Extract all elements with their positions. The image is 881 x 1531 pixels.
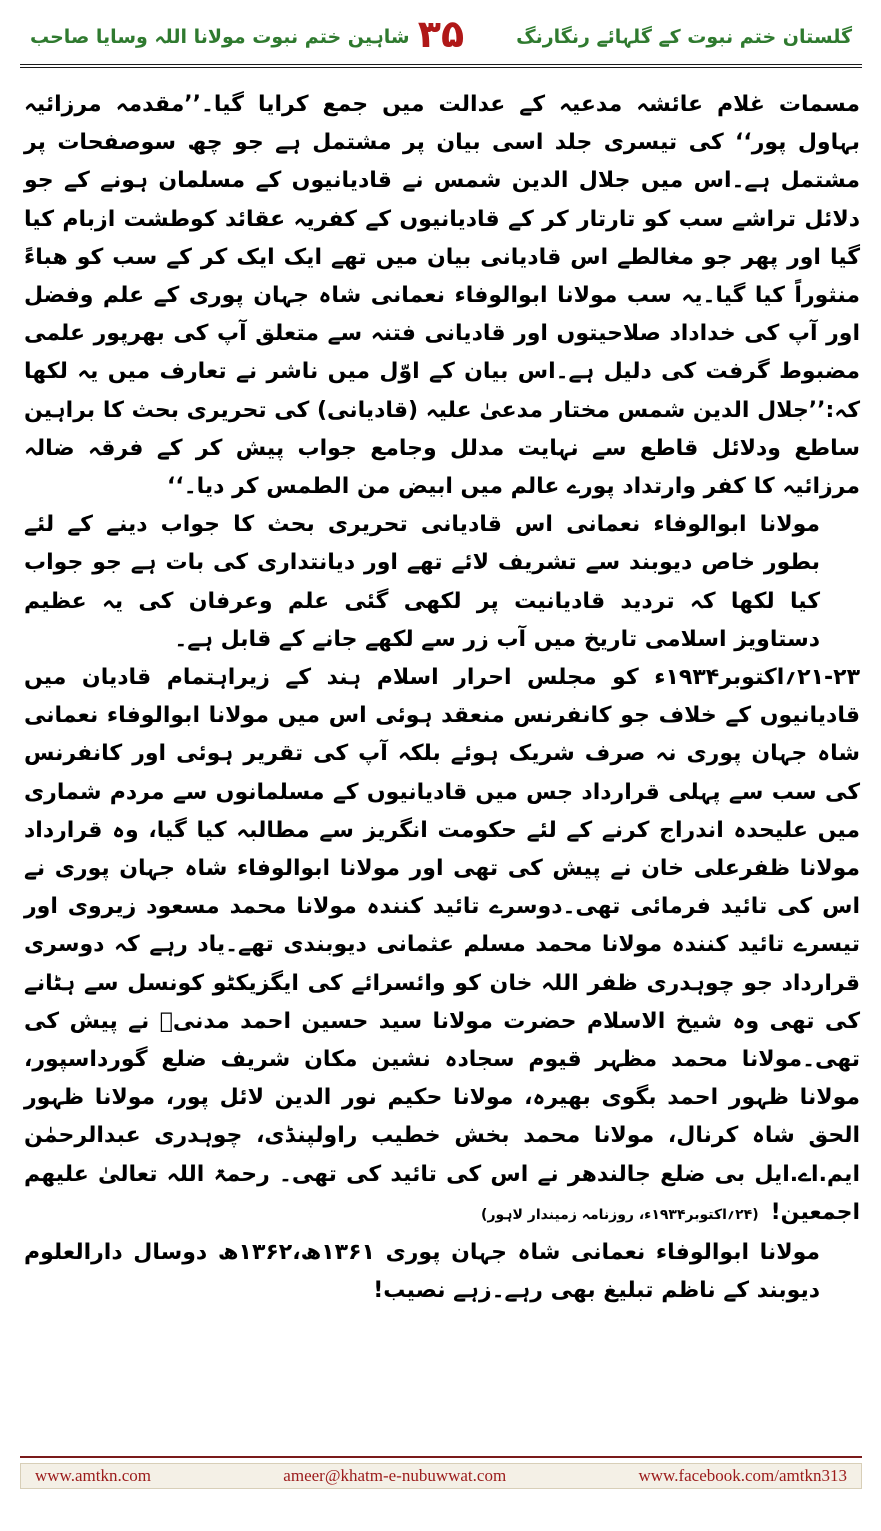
page-body [24,86,860,1311]
facebook-link[interactable]: www.facebook.com/amtkn313 [638,1466,847,1485]
book-title: گلستان ختم نبوت کے گلہائے رنگارنگ [516,26,852,48]
paragraph-3 [24,659,860,1234]
author-title: شاہین ختم نبوت مولانا اللہ وسایا صاحب [30,26,410,48]
paragraph-1: مسمات غلام عائشہ مدعیہ کے عدالت میں جمع کرایا گیا۔’’مقدمہ مرزائیہ بہاول پور‘‘ کی تیسری جلد اسی بیان پر مشتمل ہے جو چھ سوصفحات پر مشتمل ہے۔اس میں جلال الدین شمس نے قادیانیوں کے مسلمان ہونے کے جو دلائل تراشے سب کو تارتار کر کے قادیانیوں کے کفریہ عقائد کوطشت ازبام کیا گیا اور پھر جو مغالطے اس قادیانی بیان میں تھے ایک ایک کر کے سب کو ھباءً منثوراً کیا گیا۔یہ سب مولانا ابوالوفاء نعمانی شاہ جہان پوری کے علم وفضل اور آپ کی خداداد صلاحیتوں اور قادیانی فتنہ سے متعلق آپ کی بھرپور علمی مضبوط گرفت کی دلیل ہے۔اس بیان کے اوّل میں ناشر نے تعارف میں یہ لکھا کہ:’’جلال الدین شمس مختار مدعیٰ علیہ (قادیانی) کی تحریری بحث کا براہین ساطع ودلائل قاطع سے نہایت مدلل وجامع جواب پیش کر کے فرقہ ضالہ مرزائیہ کا کفر وارتداد پورے عالم میں ابیض من الطمس کر دیا۔‘‘ [24,92,860,500]
header-divider [20,64,862,68]
page-header [30,12,852,64]
page-footer [20,1463,862,1489]
footer-divider [20,1456,862,1458]
paragraph-4: مولانا ابوالوفاء نعمانی شاہ جہان پوری ۱۳۶۱ھ،۱۳۶۲ھ دوسال دارالعلوم دیوبند کے ناظم تبلیغ بھی رہے۔زہے نصیب! [24,1240,820,1304]
paragraph-3-text: ۲۱-۲۳؍اکتوبر۱۹۳۴ء کو مجلس احرار اسلام ہند کے زیراہتمام قادیان میں قادیانیوں کے خلاف جو کانفرنس منعقد ہوئی اس میں مولانا ابوالوفاء نعمانی شاہ جہان پوری نہ صرف شریک ہوئے بلکہ آپ کی تقریر ہوئی اور کانفرنس کی سب سے پہلی قرارداد جس میں قادیانیوں کے مسلمانوں سے مردم شماری میں علیحدہ اندراج کرنے کے لئے حکومت انگریز سے مطالبہ کیا گیا، وہ قرارداد مولانا ظفرعلی خان نے پیش کی تھی اور مولانا ابوالوفاء شاہ جہان پوری نے اس کی تائید فرمائی تھی۔دوسرے تائید کنندہ مولانا محمد مسعود زیروی اور تیسرے تائید کنندہ مولانا محمد مسلم عثمانی دیوبندی تھے۔یاد رہے کہ دوسری قرارداد جو چوہدری ظفر اللہ خان کو وائسرائے کی ایگزیکٹو کونسل سے ہٹانے کی تھی وہ شیخ الاسلام حضرت مولانا سید حسین احمد مدنیؒ نے پیش کی تھی۔مولانا محمد مظہر قیوم سجادہ نشین مکان شریف ضلع گورداسپور، مولانا ظہور احمد بگوی بھیرہ، مولانا حکیم نور الدین لائل پور، مولانا ظہور الحق شاہ کرنال، مولانا محمد بخش خطیب راولپنڈی، چوہدری عبدالرحمٰن ایم.اے.ایل بی ضلع جالندھر نے اس کی تائید کی تھی۔ رحمۃ اللہ تعالیٰ علیھم اجمعین! [24,665,860,1225]
page-number: ۳۵ [417,12,465,56]
newspaper-reference: (۲۴؍اکتوبر۱۹۳۴ء، روزنامہ زمیندار لاہور) [481,1206,759,1223]
email-link[interactable]: ameer@khatm-e-nubuwwat.com [283,1466,507,1485]
paragraph-2: مولانا ابوالوفاء نعمانی اس قادیانی تحریری بحث کا جواب دینے کے لئے بطور خاص دیوبند سے تشریف لائے تھے اور دیانتداری کی بات ہے جو جواب کیا لکھا کہ تردید قادیانیت پر لکھی گئی علم وعرفان کی یہ عظیم دستاویز اسلامی تاریخ میں آب زر سے لکھے جانے کے قابل ہے۔ [24,512,820,652]
website-link[interactable]: www.amtkn.com [35,1466,151,1485]
